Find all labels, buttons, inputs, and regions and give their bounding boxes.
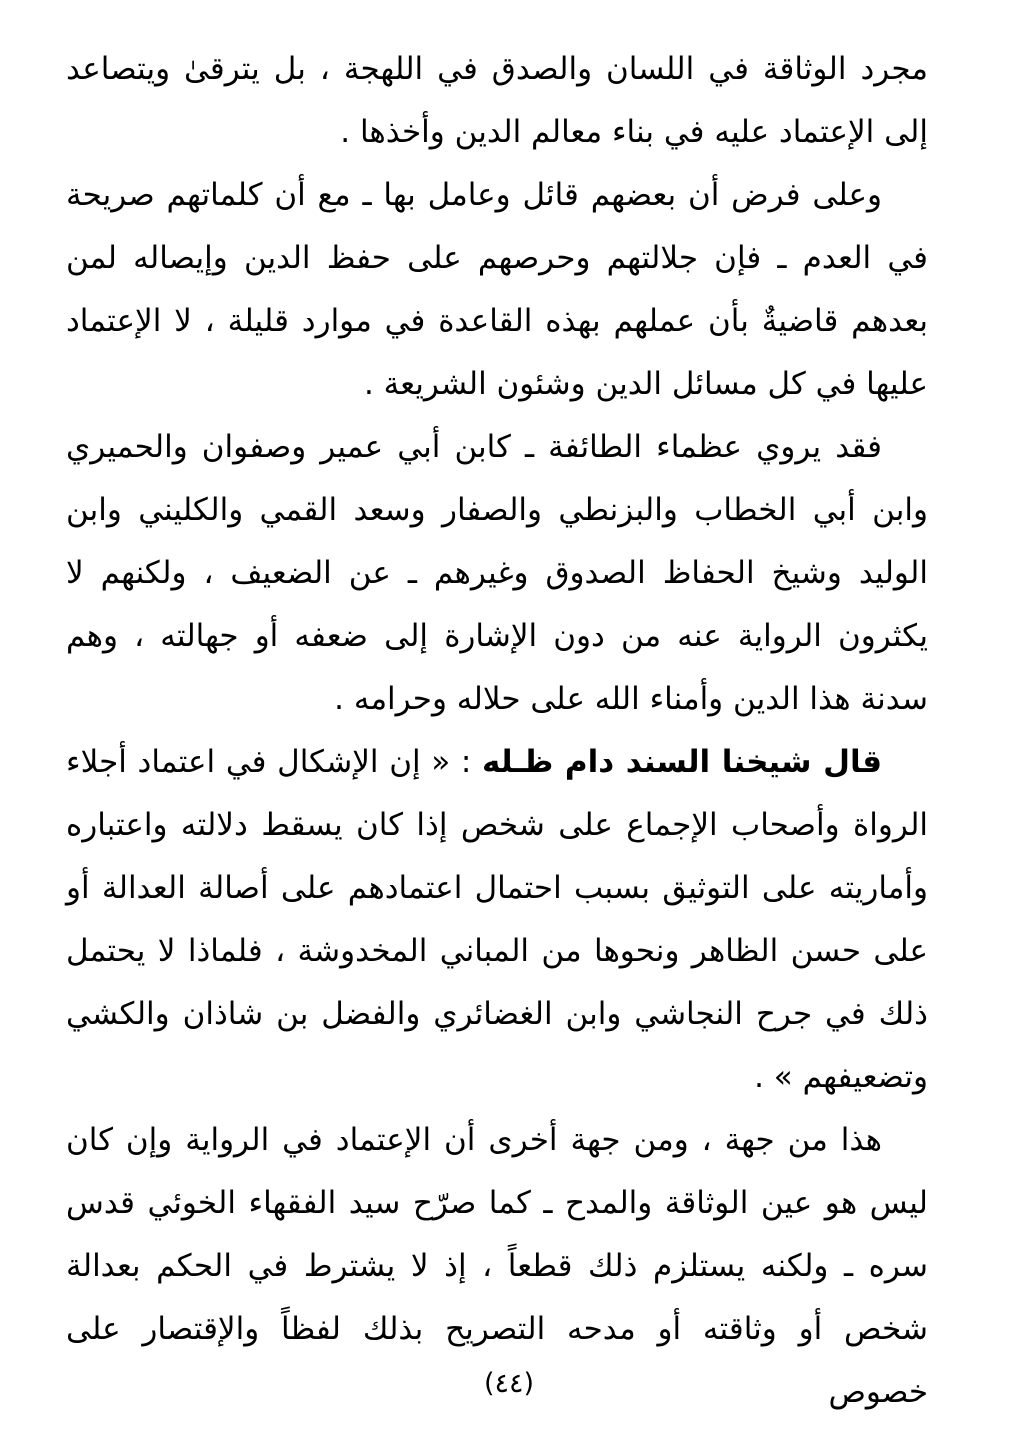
body-paragraph [66, 416, 928, 731]
paragraph-text: فقد يروي عظماء الطائفة ـ كابن أبي عمير وصفوان والحميري وابن أبي الخطاب والبزنطي والصفار وسعد القمي والكليني وابن الوليد وشيخ الحفاظ الصدوق وغيرهم ـ عن الضعيف ، ولكنهم لا يكثرون الرواية عنه من دون الإشارة إلى ضعفه أو جهالته ، وهم سدنة هذا الدين وأمناء الله على حلاله وحرامه . [66, 429, 928, 717]
body-paragraph [66, 38, 928, 164]
paragraph-text: هذا من جهة ، ومن جهة أخرى أن الإعتماد في الرواية وإن كان ليس هو عين الوثاقة والمدح ـ كما صرّح سيد الفقهاء الخوئي قدس سره ـ ولكنه يستلزم ذلك قطعاً ، إذ لا يشترط في الحكم بعدالة شخص أو وثاقته أو مدحه التصريح بذلك لفظاً والإقتصار على خصوص [66, 1122, 928, 1410]
paragraph-bold-lead: قال شيخنا السند دام ظـله [482, 744, 882, 780]
page-number: (٤٤) [483, 1368, 535, 1399]
paragraph-text: : « إن الإشكال في اعتماد أجلاء الرواة وأصحاب الإجماع على شخص إذا كان يسقط دلالته واعتباره وأماريته على التوثيق بسبب احتمال اعتمادهم على أصالة العدالة أو على حسن الظاهر ونحوها من المباني المخدوشة ، فلماذا لا يحتمل ذلك في جرح النجاشي وابن الغضائري والفضل بن شاذان والكشي وتضعيفهم » . [66, 744, 928, 1095]
page-text-block [66, 38, 928, 1424]
body-paragraph [66, 164, 928, 416]
paragraph-text: مجرد الوثاقة في اللسان والصدق في اللهجة ، بل يترقىٰ ويتصاعد إلى الإعتماد عليه في بناء معالم الدين وأخذها . [66, 51, 928, 150]
body-paragraph [66, 731, 928, 1109]
paragraph-text: وعلى فرض أن بعضهم قائل وعامل بها ـ مع أن كلماتهم صريحة في العدم ـ فإن جلالتهم وحرصهم على حفظ الدين وإيصاله لمن بعدهم قاضيةٌ بأن عملهم بهذه القاعدة في موارد قليلة ، لا الإعتماد عليها في كل مسائل الدين وشئون الشريعة . [66, 177, 928, 402]
